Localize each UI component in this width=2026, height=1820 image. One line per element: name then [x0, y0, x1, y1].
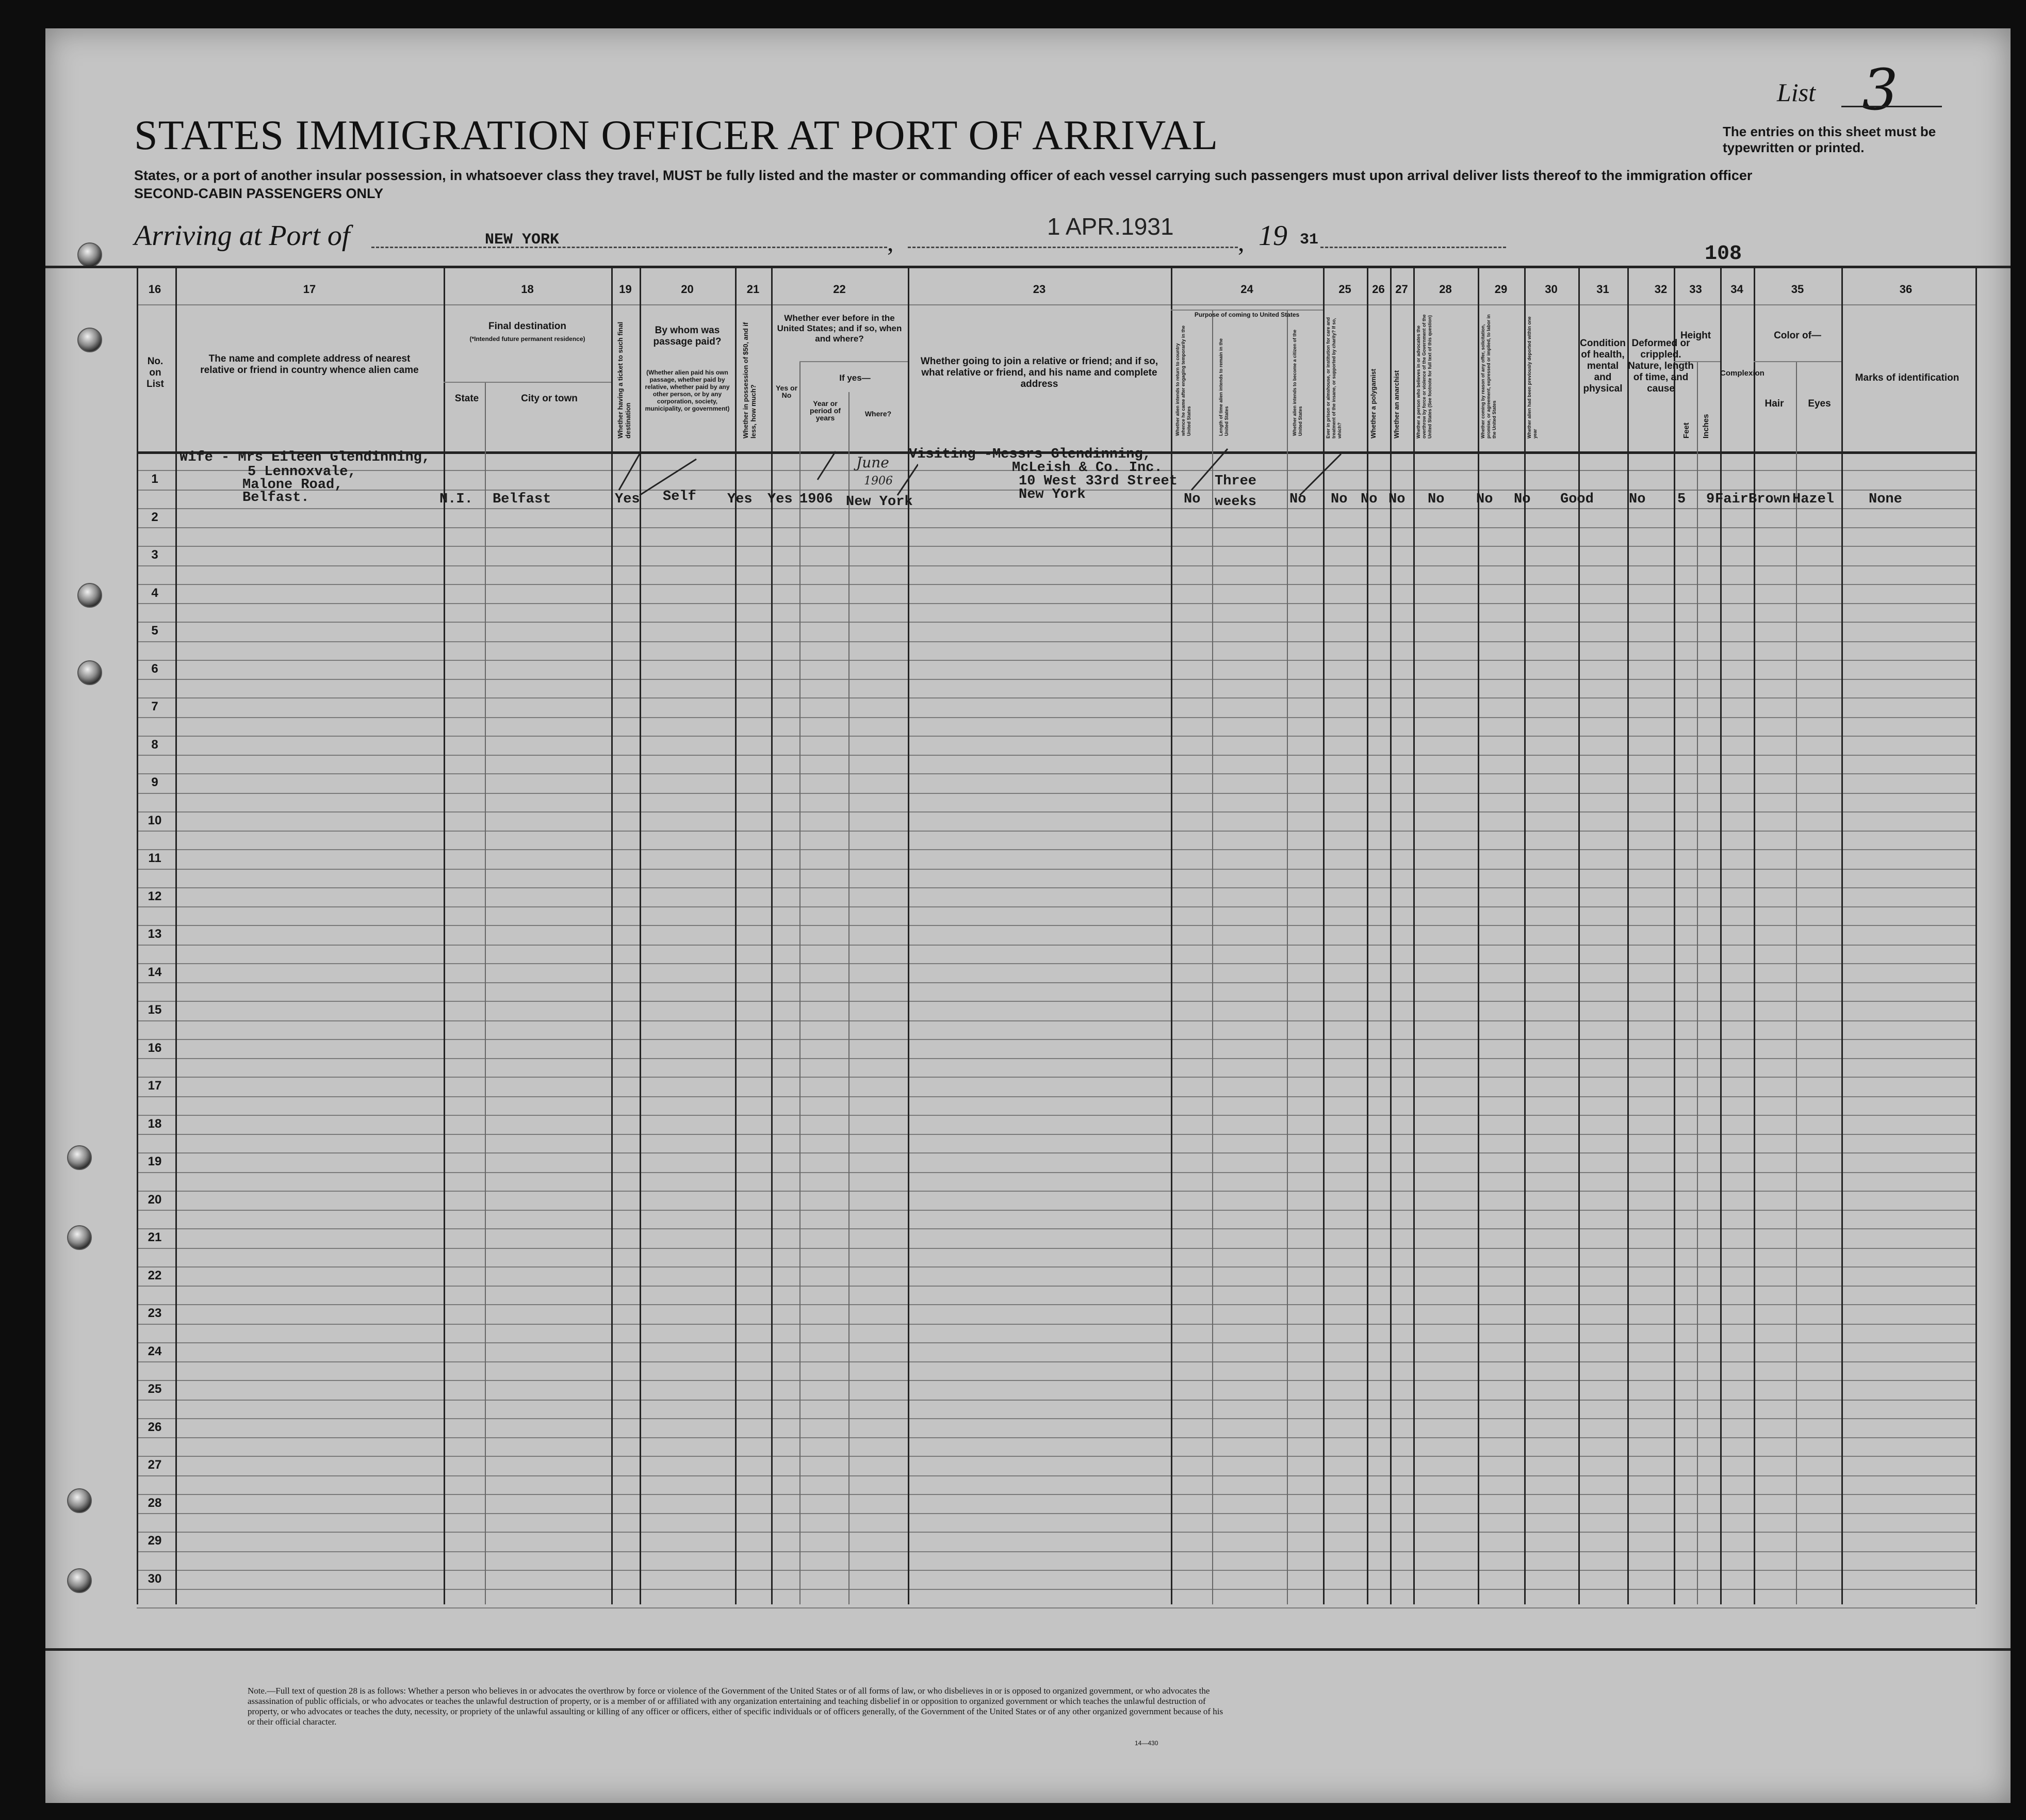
row-number: 24 — [148, 1344, 162, 1358]
entry-deported: No — [1514, 492, 1531, 507]
col-num-22: 22 — [833, 283, 846, 296]
row-number: 9 — [151, 775, 158, 789]
header-state: State — [454, 393, 479, 404]
date-line — [908, 247, 1238, 248]
port-line — [371, 247, 887, 248]
grid-line — [137, 1001, 1975, 1002]
grid-line — [1478, 266, 1479, 1604]
check-marks — [1176, 444, 1351, 500]
comma: , — [887, 228, 894, 256]
grid-line — [137, 584, 1975, 585]
grid-line — [137, 1248, 1975, 1249]
grid-line — [137, 1380, 1975, 1381]
entry-relative-line1: Wife - Mrs Eileen Glendinning, — [179, 450, 431, 465]
entry-inches: 9 — [1706, 492, 1715, 507]
grid-line — [137, 660, 1975, 661]
grid-line — [137, 1152, 1975, 1153]
grid-line — [137, 869, 1975, 870]
typewritten-note: The entries on this sheet must be typewritten or printed. — [1723, 124, 1936, 155]
header-final-destination-note: (*Intended future permanent residence) — [469, 335, 585, 343]
header-deported: Whether alien had been previously deported within one year — [1527, 316, 1538, 438]
entry-ticket: Yes — [615, 492, 640, 507]
header-before-in-us: Whether ever before in the United States; and if so, when and where? — [777, 313, 902, 344]
grid-line — [1754, 361, 1841, 362]
row-number: 20 — [148, 1192, 162, 1207]
header-color-of: Color of— — [1774, 330, 1821, 341]
form-code: 14—430 — [1135, 1740, 1158, 1747]
grid-line — [137, 527, 1975, 528]
grid-line — [1390, 266, 1392, 1604]
col-num-29: 29 — [1494, 283, 1508, 296]
row-number: 17 — [148, 1079, 162, 1093]
grid-line — [137, 679, 1975, 680]
grid-line — [137, 1058, 1975, 1059]
header-purpose: Purpose of coming to United States — [1194, 311, 1300, 318]
grid-line — [137, 906, 1975, 907]
entry-anarchist: No — [1388, 492, 1406, 507]
entry-hand-month: June — [856, 454, 889, 471]
header-marks: Marks of identification — [1855, 372, 1959, 383]
grid-line — [137, 1475, 1975, 1476]
col-num-28: 28 — [1439, 283, 1452, 296]
header-year-period: Year or period of years — [810, 399, 841, 422]
row-number: 15 — [148, 1003, 162, 1017]
grid-line — [137, 697, 1975, 698]
grid-line — [137, 641, 1975, 642]
row-number: 12 — [148, 889, 162, 903]
header-length-stay: Length of time alien intends to remain in the United States — [1218, 338, 1229, 436]
punch-hole — [67, 1488, 92, 1513]
header-city: City or town — [521, 393, 578, 404]
grid-line — [137, 887, 1975, 888]
entry-joining-line1: Visiting -Messrs Glendinning, — [909, 447, 1151, 462]
grid-line — [137, 266, 138, 1604]
grid-line — [137, 1077, 1975, 1078]
entry-labor-offer: No — [1476, 492, 1493, 507]
row-number: 1 — [151, 472, 158, 486]
row-number: 18 — [148, 1116, 162, 1131]
grid-line — [137, 546, 1975, 547]
header-passage-paid-note: (Whether alien paid his own passage, whether paid by relative, whether paid by any other person, or by any corporation, society, municipality, or government) — [645, 369, 730, 412]
grid-line — [137, 1400, 1975, 1401]
header-if-yes: If yes— — [839, 373, 871, 383]
entry-eyes: Hazel — [1792, 492, 1835, 507]
grid-line — [137, 1418, 1975, 1419]
header-citizen: Whether alien intends to become a citizen of the United States — [1292, 329, 1303, 436]
entry-length-2: weeks — [1215, 494, 1257, 510]
check-marks — [609, 444, 918, 500]
grid-line — [1212, 310, 1213, 1604]
header-polygamist: Whether a polygamist — [1369, 368, 1377, 438]
entry-relative-line3: Malone Road, — [242, 477, 343, 493]
grid-line — [137, 1039, 1975, 1040]
grid-line — [137, 717, 1975, 718]
grid-line — [137, 963, 1975, 964]
row-number: 13 — [148, 927, 162, 941]
grid-line — [137, 945, 1975, 946]
entry-length-1: Three — [1215, 474, 1257, 489]
grid-line — [1697, 361, 1698, 1604]
page-number: 108 — [1705, 242, 1742, 266]
grid-line — [137, 982, 1975, 983]
entry-deformed: No — [1629, 492, 1646, 507]
entry-city: Belfast — [493, 492, 551, 507]
row-number: 25 — [148, 1382, 162, 1396]
row-number: 23 — [148, 1306, 162, 1320]
entry-overthrow: No — [1428, 492, 1445, 507]
entry-marks: None — [1869, 492, 1902, 507]
punch-hole — [77, 328, 102, 352]
grid-line — [137, 1266, 1975, 1268]
punch-hole — [77, 660, 102, 685]
entry-relative-line4: Belfast. — [242, 490, 309, 506]
grid-line — [137, 1456, 1975, 1457]
col-num-20: 20 — [681, 283, 694, 296]
header-feet: Feet — [1682, 423, 1691, 438]
grid-line — [1627, 266, 1629, 1604]
grid-line — [444, 382, 611, 383]
port-value: NEW YORK — [485, 231, 560, 249]
row-number: 26 — [148, 1420, 162, 1434]
row-number: 21 — [148, 1230, 162, 1244]
grid-line — [137, 1437, 1975, 1438]
grid-line — [1841, 266, 1843, 1604]
header-anarchist: Whether an anarchist — [1393, 370, 1400, 438]
col-num-30: 30 — [1545, 283, 1558, 296]
grid-line — [137, 1532, 1975, 1533]
entry-joining-line2: McLeish & Co. Inc. — [1012, 460, 1163, 476]
header-prison: Ever in prison or almshouse, or institution for care and treatment of the insane, or supported by charity? If so, which? — [1326, 317, 1342, 438]
row-number: 5 — [151, 624, 158, 638]
header-inches: Inches — [1702, 414, 1710, 438]
grid-line — [137, 755, 1975, 756]
punch-hole — [67, 1568, 92, 1593]
grid-line — [137, 1589, 1975, 1590]
instructions: States, or a port of another insular possession, in whatsoever class they travel, MUST be fully listed and the master or commanding officer of each vessel carrying such passengers must upon arrival deliver lists thereof to the immigration officer — [134, 168, 1753, 183]
entry-hand-year: 1906 — [864, 475, 893, 488]
header-deformed: Deformed or crippled. Nature, length of time, and cause — [1628, 338, 1694, 394]
grid-line — [137, 1494, 1975, 1495]
grid-line — [137, 603, 1975, 604]
grid-line — [137, 1191, 1975, 1192]
header-hair: Hair — [1764, 398, 1784, 409]
grid-line — [137, 831, 1975, 832]
grid-line — [1578, 266, 1580, 1604]
col-num-25: 25 — [1338, 283, 1351, 296]
grid-line — [1674, 266, 1675, 1604]
grid-line — [137, 1361, 1975, 1362]
col-num-34: 34 — [1730, 283, 1743, 296]
entry-money: Yes — [727, 492, 753, 507]
entry-where: New York — [846, 494, 913, 510]
comma: , — [1238, 228, 1245, 256]
grid-line — [1171, 310, 1323, 311]
grid-line — [137, 1607, 1975, 1608]
col-num-24: 24 — [1240, 283, 1253, 296]
header-height: Height — [1680, 330, 1711, 341]
col-num-18: 18 — [521, 283, 534, 296]
year-prefix: 19 — [1259, 220, 1287, 252]
entry-year: 1906 — [799, 492, 833, 507]
grid-line — [137, 1134, 1975, 1135]
grid-line — [137, 1513, 1975, 1514]
entry-feet: 5 — [1677, 492, 1686, 507]
grid-line — [137, 1115, 1975, 1116]
grid-line — [137, 773, 1975, 774]
row-number: 8 — [151, 737, 158, 752]
grid-line — [1287, 310, 1288, 1604]
row-number: 22 — [148, 1268, 162, 1282]
punch-hole — [77, 242, 102, 267]
entry-state: N.I. — [439, 492, 473, 507]
header-return: Whether alien intends to return to country whence he came after engaging temporarily in the United States — [1175, 325, 1191, 436]
grid-line — [137, 925, 1975, 926]
entry-complexion: Fair — [1715, 492, 1749, 507]
row-number: 27 — [148, 1458, 162, 1472]
grid-line — [1367, 266, 1368, 1604]
row-number: 10 — [148, 813, 162, 827]
list-label: List — [1777, 78, 1816, 107]
grid-line — [137, 565, 1975, 566]
entry-paid-by: Self — [663, 489, 696, 505]
row-number: 16 — [148, 1041, 162, 1055]
col-num-17: 17 — [303, 283, 316, 296]
grid-line — [1171, 266, 1172, 1604]
date-stamp: 1 APR.1931 — [1047, 213, 1174, 240]
col-num-26: 26 — [1372, 283, 1385, 296]
grid-line — [485, 382, 486, 1604]
grid-line — [848, 392, 849, 1604]
form-title: STATES IMMIGRATION OFFICER AT PORT OF ARRIVAL — [134, 111, 1219, 158]
header-yes-no: Yes or No — [775, 384, 798, 399]
footnote: Note.—Full text of question 28 is as follows: Whether a person who believes in or advocates the overthrow by force or violence of the Government of the United States or of all forms of law, or who disbelieves in or is opposed to organized government, or who advocates the assassination of public officials, or who advocates or teaches the unlawful destruction of property, or is a member of or affiliated with any organization entertaining and teaching disbelief in or opposition to organized government or which teaches the unlawful destruction of property, or who advocates or teaches the duty, necessity, or propriety of the unlawful assaulting or killing of any officer or officers, either of specific individuals or of officers generally, of the Government of the United States or of any other organized government because of his or their official character. — [248, 1686, 1223, 1727]
grid-line — [137, 1304, 1975, 1305]
grid-line — [137, 1172, 1975, 1173]
header-where: Where? — [864, 410, 892, 418]
grid-line — [1413, 266, 1415, 1604]
grid-line — [45, 266, 2011, 268]
col-num-33: 33 — [1689, 283, 1702, 296]
header-eyes: Eyes — [1808, 398, 1831, 409]
entry-citizen: No — [1289, 492, 1306, 507]
grid-line — [175, 266, 177, 1604]
entry-joining-line3: 10 West 33rd Street — [1019, 474, 1178, 489]
header-relative: The name and complete address of nearest relative or friend in country whence alien came — [200, 353, 419, 376]
grid-line — [137, 1286, 1975, 1287]
grid-line — [137, 1228, 1975, 1229]
header-complexion: Complexion — [1720, 369, 1764, 378]
grid-line — [137, 304, 1975, 305]
header-labor-offer: Whether coming by reason of any offer, solicitation, promise, or agreement, expressed or implied, to labor in the United States — [1480, 314, 1497, 438]
header-ticket: Whether having a ticket to such final destination — [616, 321, 632, 438]
row-number: 19 — [148, 1155, 162, 1168]
grid-line — [1754, 266, 1755, 1604]
row-number: 11 — [148, 851, 161, 865]
header-money: Whether in possession of $50, and if less, how much? — [742, 322, 757, 438]
row-number: 28 — [148, 1496, 162, 1510]
grid-line — [137, 1551, 1975, 1552]
row-number: 3 — [151, 548, 158, 562]
grid-line — [137, 1096, 1975, 1097]
punch-hole — [67, 1225, 92, 1250]
col-num-16: 16 — [148, 283, 161, 296]
grid-line — [1796, 361, 1797, 1604]
col-num-27: 27 — [1395, 283, 1408, 296]
grid-line — [137, 793, 1975, 794]
grid-line — [137, 1324, 1975, 1325]
grid-line — [137, 1570, 1975, 1571]
col-num-36: 36 — [1899, 283, 1913, 296]
row-number: 29 — [148, 1534, 162, 1548]
col-num-32: 32 — [1654, 283, 1668, 296]
entry-before: Yes — [767, 492, 793, 507]
row-number: 6 — [151, 661, 158, 676]
header-health: Condition of health, mental and physical — [1580, 338, 1626, 394]
grid-line — [137, 1342, 1975, 1343]
year-suffix: 31 — [1300, 231, 1319, 249]
row-number: 30 — [148, 1571, 162, 1586]
col-num-19: 19 — [619, 283, 632, 296]
grid-line — [1720, 266, 1722, 1604]
row-number: 4 — [151, 586, 158, 600]
header-no-on-list: No. on List — [146, 356, 164, 389]
entry-health: Good — [1560, 492, 1594, 507]
grid-line — [137, 849, 1975, 850]
grid-line — [137, 622, 1975, 623]
grid-line — [45, 1648, 2011, 1651]
grid-line — [137, 1210, 1975, 1211]
grid-line — [137, 811, 1975, 813]
col-num-31: 31 — [1596, 283, 1609, 296]
row-number: 7 — [151, 700, 158, 713]
entry-hair: Brown — [1749, 492, 1791, 507]
punch-hole — [67, 1145, 92, 1170]
header-overthrow: Whether a person who believes in or advocates the overthrow by force or violence of the Government of the United States (See footnote for full text of this question) — [1416, 314, 1432, 438]
list-number: 3 — [1862, 57, 1898, 123]
arriving-label: Arriving at Port of — [134, 220, 350, 252]
grid-line — [1524, 266, 1526, 1604]
col-num-23: 23 — [1033, 283, 1046, 296]
entry-prison: No — [1331, 492, 1348, 507]
grid-line — [799, 361, 800, 1604]
year-line — [1320, 247, 1506, 248]
list-underline — [1841, 106, 1942, 107]
header-final-destination: Final destination — [488, 321, 566, 332]
row-number: 2 — [151, 510, 158, 524]
col-num-35: 35 — [1791, 283, 1804, 296]
entry-return: No — [1184, 492, 1201, 507]
grid-line — [137, 736, 1975, 737]
grid-line — [137, 1020, 1975, 1021]
entry-polygamist: No — [1361, 492, 1378, 507]
punch-hole — [77, 583, 102, 608]
grid-line — [137, 508, 1975, 509]
grid-line — [1975, 266, 1977, 1604]
col-num-21: 21 — [746, 283, 760, 296]
grid-line — [799, 361, 908, 362]
header-joining: Whether going to join a relative or friend; and if so, what relative or friend, and his name and complete address — [920, 356, 1158, 389]
class-note: SECOND-CABIN PASSENGERS ONLY — [134, 186, 384, 201]
header-passage-paid: By whom was passage paid? — [653, 325, 722, 347]
row-number: 14 — [148, 965, 162, 979]
entry-joining-line4: New York — [1019, 487, 1086, 502]
grid-line — [444, 266, 445, 1604]
entry-relative-line2: 5 Lennoxvale, — [248, 464, 356, 480]
